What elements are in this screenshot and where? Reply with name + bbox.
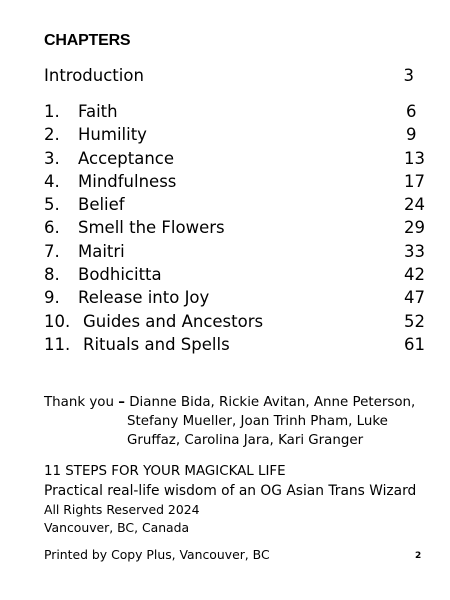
- chapter-number: 2.: [44, 125, 60, 145]
- chapter-title: Release into Joy: [78, 288, 210, 308]
- copyright-notice: All Rights Reserved 2024: [44, 502, 200, 517]
- chapter-title: Bodhicitta: [78, 265, 162, 285]
- chapter-page: 61: [404, 334, 425, 354]
- toc-introduction-title: Introduction: [44, 66, 144, 85]
- thanks-names-line-2: Stefany Mueller, Joan Trinh Pham, Luke: [127, 414, 388, 429]
- toc-introduction-page: 3: [403, 66, 414, 85]
- chapter-page: 24: [404, 195, 425, 215]
- toc-chapter-row: [44, 195, 425, 218]
- toc-chapter-row: [44, 265, 425, 288]
- chapter-page: 52: [404, 311, 425, 331]
- chapter-title: Mindfulness: [78, 171, 177, 191]
- toc-chapter-row: [44, 102, 422, 125]
- chapter-page: 13: [404, 148, 425, 168]
- chapter-title: Acceptance: [78, 148, 175, 168]
- chapter-number: 3.: [44, 148, 60, 168]
- chapter-title: Belief: [78, 195, 125, 215]
- chapter-number: 10.: [44, 311, 71, 331]
- table-of-contents: [44, 102, 425, 358]
- thanks-label: Thank you: [44, 395, 114, 410]
- book-tagline: Practical real-life wisdom of an OG Asian Trans Wizard: [44, 483, 417, 499]
- chapter-page: 29: [404, 218, 425, 238]
- printer-credit: Printed by Copy Plus, Vancouver, BC: [44, 547, 270, 562]
- chapter-title: Faith: [78, 102, 118, 121]
- chapter-page: 17: [404, 171, 425, 191]
- toc-chapter-row: [44, 334, 425, 358]
- chapter-number: 1.: [44, 102, 60, 121]
- chapter-page: 47: [404, 288, 425, 308]
- acknowledgements: [44, 393, 415, 450]
- thanks-names-line-1: Dianne Bida, Rickie Avitan, Anne Peterson,: [129, 395, 416, 410]
- chapter-number: 7.: [44, 241, 60, 261]
- toc-chapter-row: [44, 288, 425, 311]
- toc-chapter-row: [44, 218, 425, 241]
- chapter-number: 9.: [44, 288, 60, 308]
- acknowledgements-first-line: [44, 393, 415, 412]
- chapters-heading: CHAPTERS: [44, 32, 131, 49]
- toc-chapter-row: [44, 311, 425, 335]
- chapter-number: 8.: [44, 265, 60, 285]
- book-title: 11 STEPS FOR YOUR MAGICKAL LIFE: [44, 464, 286, 479]
- thanks-names-line-3: Gruffaz, Carolina Jara, Kari Granger: [127, 433, 364, 448]
- chapter-page: 6: [406, 102, 417, 121]
- chapter-number: 5.: [44, 195, 60, 215]
- toc-chapter-row: [44, 148, 425, 172]
- chapter-number: 6.: [44, 218, 60, 238]
- chapter-title: Maitri: [78, 241, 125, 261]
- chapter-page: 42: [404, 265, 425, 285]
- page-number: 2: [415, 551, 422, 561]
- chapter-title: Guides and Ancestors: [83, 311, 264, 331]
- chapter-page: 9: [406, 125, 417, 145]
- thanks-dash: –: [118, 395, 125, 410]
- toc-chapter-row: [44, 171, 425, 195]
- toc-introduction-row: [44, 66, 414, 86]
- chapter-title: Smell the Flowers: [78, 218, 225, 238]
- toc-chapter-row: [44, 125, 422, 148]
- publication-location: Vancouver, BC, Canada: [44, 520, 190, 535]
- chapter-page: 33: [404, 241, 425, 261]
- chapter-title: Humility: [78, 125, 147, 145]
- chapter-number: 4.: [44, 171, 60, 191]
- chapter-number: 11.: [44, 334, 71, 354]
- chapter-title: Rituals and Spells: [83, 334, 230, 354]
- toc-chapter-row: [44, 241, 425, 265]
